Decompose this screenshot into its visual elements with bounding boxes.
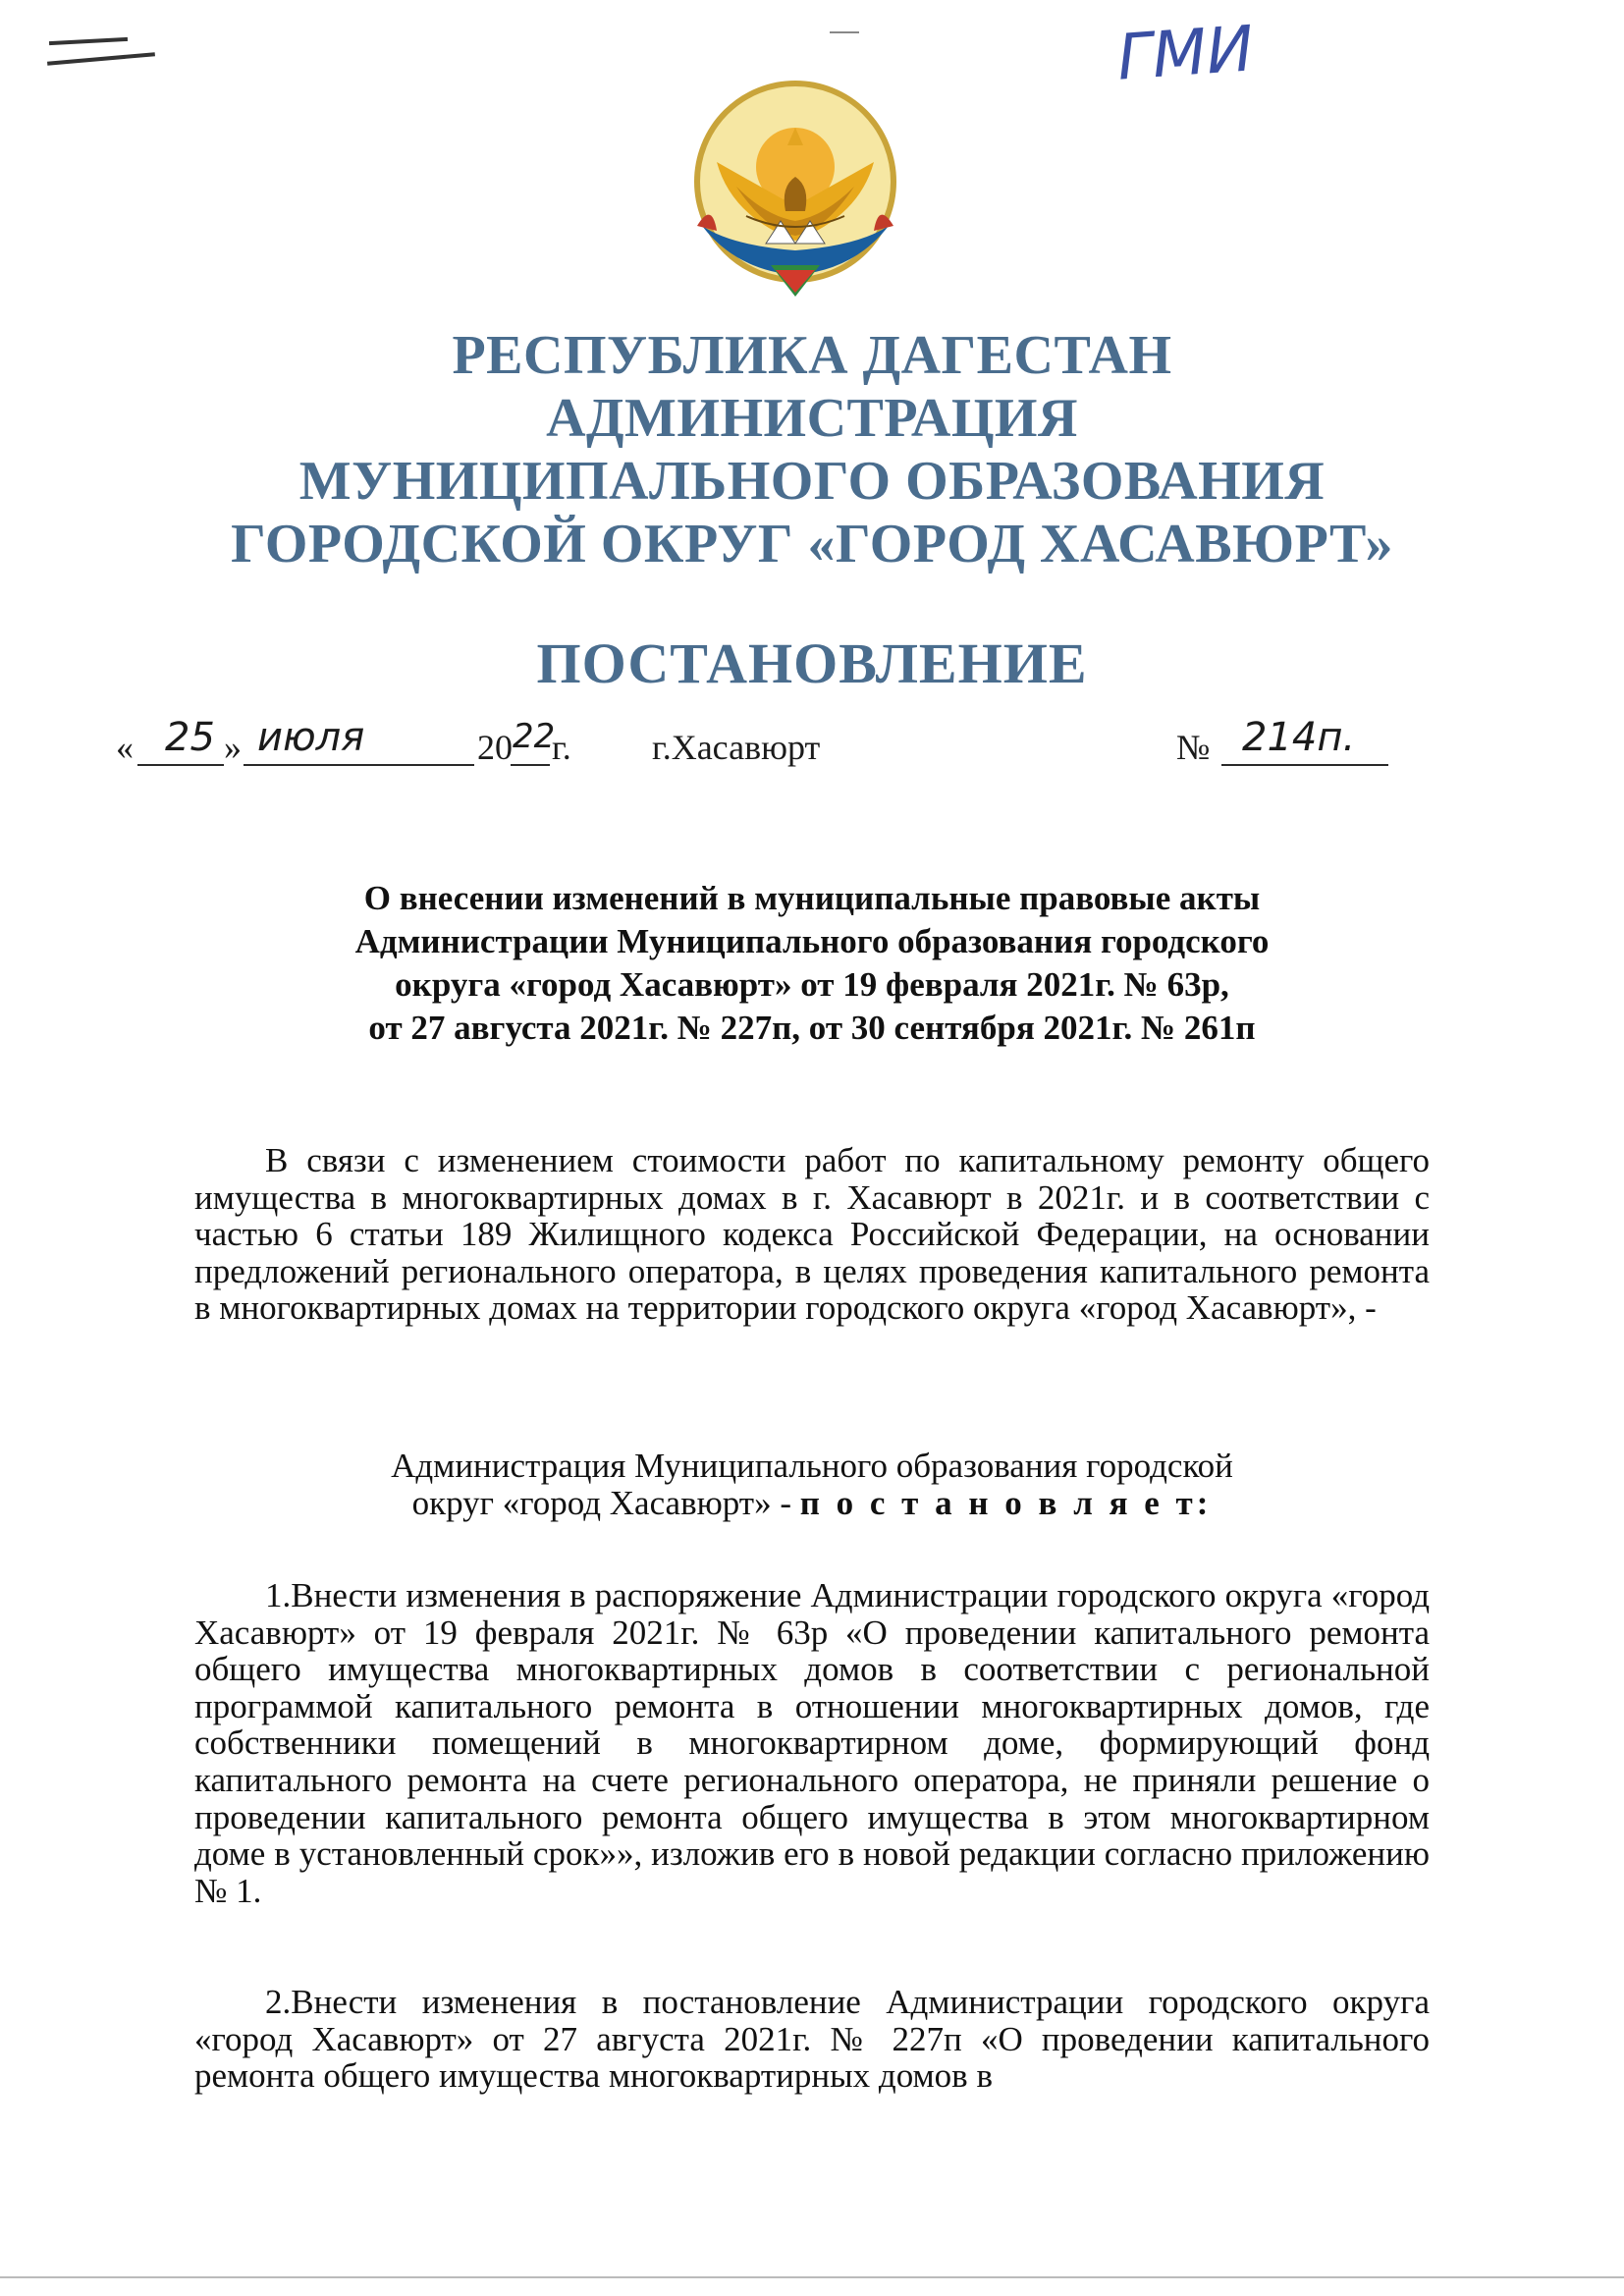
preamble-text: В связи с изменением стоимости работ по капитальному ремонту общего имущества в многоквартирных домах в г. Хасавюрт в 2021г. и в соответствии с частью 6 статьи 189 Жилищного кодекса Российской Федерации, на основании предложений регионального оператора, в целях проведения капитального ремонта в многоквартирных домах на территории городского округа «город Хасавюрт», - <box>194 1141 1430 1328</box>
subject-line: округа «город Хасавюрт» от 19 февраля 2021г. № 63р, <box>395 965 1229 1004</box>
dagestan-coat-of-arms-icon <box>677 69 913 304</box>
header-line-republic: РЕСПУБЛИКА ДАГЕСТАН <box>452 325 1172 386</box>
subject-line: от 27 августа 2021г. № 227п, от 30 сентября 2021г. № 261п <box>368 1009 1256 1047</box>
document-subject <box>0 877 1624 1050</box>
date-year-prefix: 20 <box>477 728 513 767</box>
scan-mark-top-left <box>49 37 128 45</box>
header-line-administration: АДМИНИСТРАЦИЯ <box>546 388 1078 449</box>
coat-of-arms <box>677 69 913 304</box>
date-year-end: г. <box>552 728 571 767</box>
issuer-header <box>0 324 1624 575</box>
date-day-underline <box>137 764 224 766</box>
clause-1-text: 1.Внести изменения в распоряжение Администрации городского округа «город Хасавюрт» от 19 февраля 2021г. № 63р «О проведении капитального ремонта общего имущества многоквартирных домов в соответствии с региональной программой капитального ремонта в отношении многоквартирных домов, где собственники помещений в многоквартирном доме, формирующий фонд капитального ремонта на счете регионального оператора, не приняли решение о проведении капитального ремонта общего имущества в этом многоквартирном доме в установленный срок»», изложив его в новой редакции согласно приложению № 1. <box>194 1576 1430 1910</box>
date-day: 25 <box>165 715 215 760</box>
header-line-district: ГОРОДСКОЙ ОКРУГ «ГОРОД ХАСАВЮРТ» <box>231 514 1393 574</box>
subject-line: Администрации Муниципального образования городского <box>354 922 1270 960</box>
clause-1 <box>194 1577 1430 1909</box>
resolving-phrase <box>0 1448 1624 1521</box>
date-line <box>0 715 1624 774</box>
resolve-line-2 <box>0 1485 1624 1522</box>
date-month-underline <box>244 764 474 766</box>
resolve-keyword: п о с т а н о в л я е т: <box>799 1483 1213 1522</box>
date-quote-open: « <box>116 728 134 767</box>
scan-mark-top-left-2 <box>47 52 155 66</box>
document-city: г.Хасавюрт <box>652 728 821 767</box>
clause-2-text: 2.Внести изменения в постановление Администрации городского округа «город Хасавюрт» от 27 августа 2021г. № 227п «О проведении капитального ремонта общего имущества многоквартирных домов в <box>194 1983 1430 2096</box>
document-number: 214п. <box>1242 715 1356 760</box>
document-number-label: № <box>1176 728 1211 767</box>
preamble-paragraph <box>194 1142 1430 1327</box>
resolve-line-1: Администрация Муниципального образования городской <box>391 1447 1233 1485</box>
header-line-municipality: МУНИЦИПАЛЬНОГО ОБРАЗОВАНИЯ <box>298 451 1326 512</box>
scan-mark-top <box>830 31 859 33</box>
scan-mark-bottom-line <box>0 2276 1624 2278</box>
date-year-suffix: 22 <box>513 717 556 756</box>
subject-line: О внесении изменений в муниципальные правовые акты <box>363 879 1261 917</box>
resolve-line-2-prefix: округ «город Хасавюрт» - <box>411 1483 791 1522</box>
clause-2 <box>194 1984 1430 2095</box>
handwritten-initials: ГМИ <box>1114 13 1257 95</box>
document-number-underline <box>1221 764 1388 766</box>
document-type: ПОСТАНОВЛЕНИЕ <box>536 631 1088 695</box>
date-quote-close: » <box>224 728 242 767</box>
date-year-underline <box>511 764 550 766</box>
date-month: июля <box>257 715 365 760</box>
